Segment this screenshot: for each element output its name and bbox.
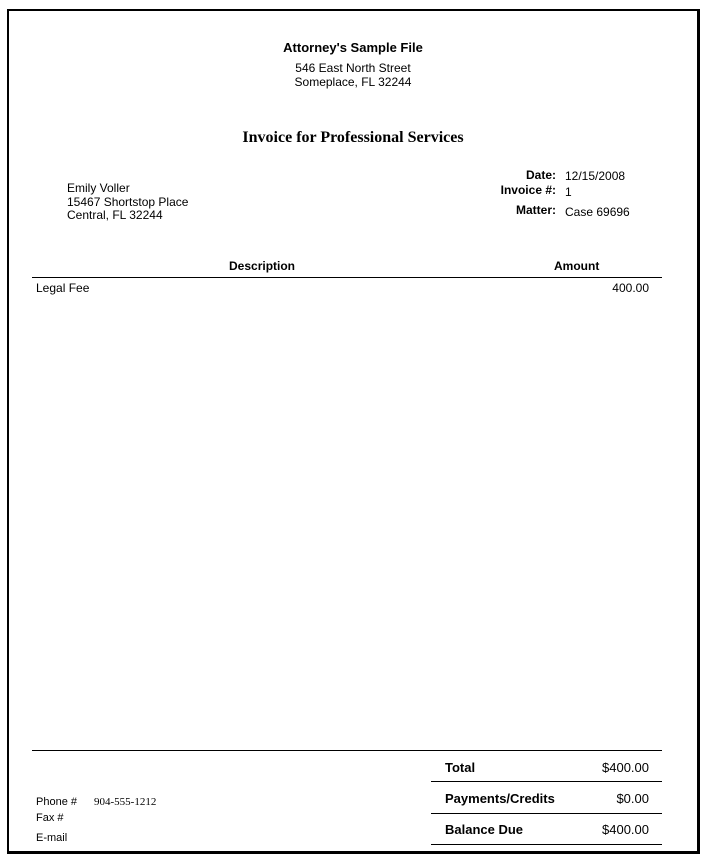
total-value: $400.00	[602, 760, 649, 775]
payments-divider	[431, 813, 662, 814]
email-label: E-mail	[36, 832, 68, 844]
payments-credits-label: Payments/Credits	[445, 791, 555, 806]
date-label: Date:	[525, 168, 556, 182]
client-address-line1: 15467 Shortstop Place	[67, 195, 189, 209]
balance-divider	[431, 844, 662, 845]
description-column-header: Description	[229, 259, 296, 273]
line-item-description: Legal Fee	[36, 281, 90, 295]
invoice-title: Invoice for Professional Services	[242, 129, 464, 146]
line-item-amount: 400.00	[612, 281, 649, 295]
date-value: 12/15/2008	[565, 169, 626, 183]
balance-due-value: $400.00	[602, 822, 649, 837]
total-divider	[431, 781, 662, 782]
payments-credits-value: $0.00	[616, 791, 649, 806]
invoice-number-value: 1	[565, 185, 572, 199]
firm-address-line1: 546 East North Street	[295, 61, 411, 75]
matter-value: Case 69696	[565, 205, 630, 219]
client-name: Emily Voller	[67, 181, 130, 195]
matter-label: Matter:	[515, 203, 556, 217]
amount-column-header: Amount	[554, 259, 600, 273]
firm-address-line2: Someplace, FL 32244	[294, 75, 412, 89]
phone-label: Phone #	[36, 796, 77, 808]
balance-due-label: Balance Due	[445, 822, 524, 837]
client-address-line2: Central, FL 32244	[67, 208, 163, 222]
fax-label: Fax #	[36, 812, 64, 824]
invoice-number-label: Invoice #:	[500, 183, 556, 197]
phone-value: 904-555-1212	[94, 796, 157, 808]
invoice-page	[7, 9, 700, 854]
header-divider	[32, 277, 662, 278]
total-label: Total	[445, 760, 476, 775]
firm-name: Attorney's Sample File	[283, 40, 423, 55]
footer-divider	[32, 750, 662, 751]
